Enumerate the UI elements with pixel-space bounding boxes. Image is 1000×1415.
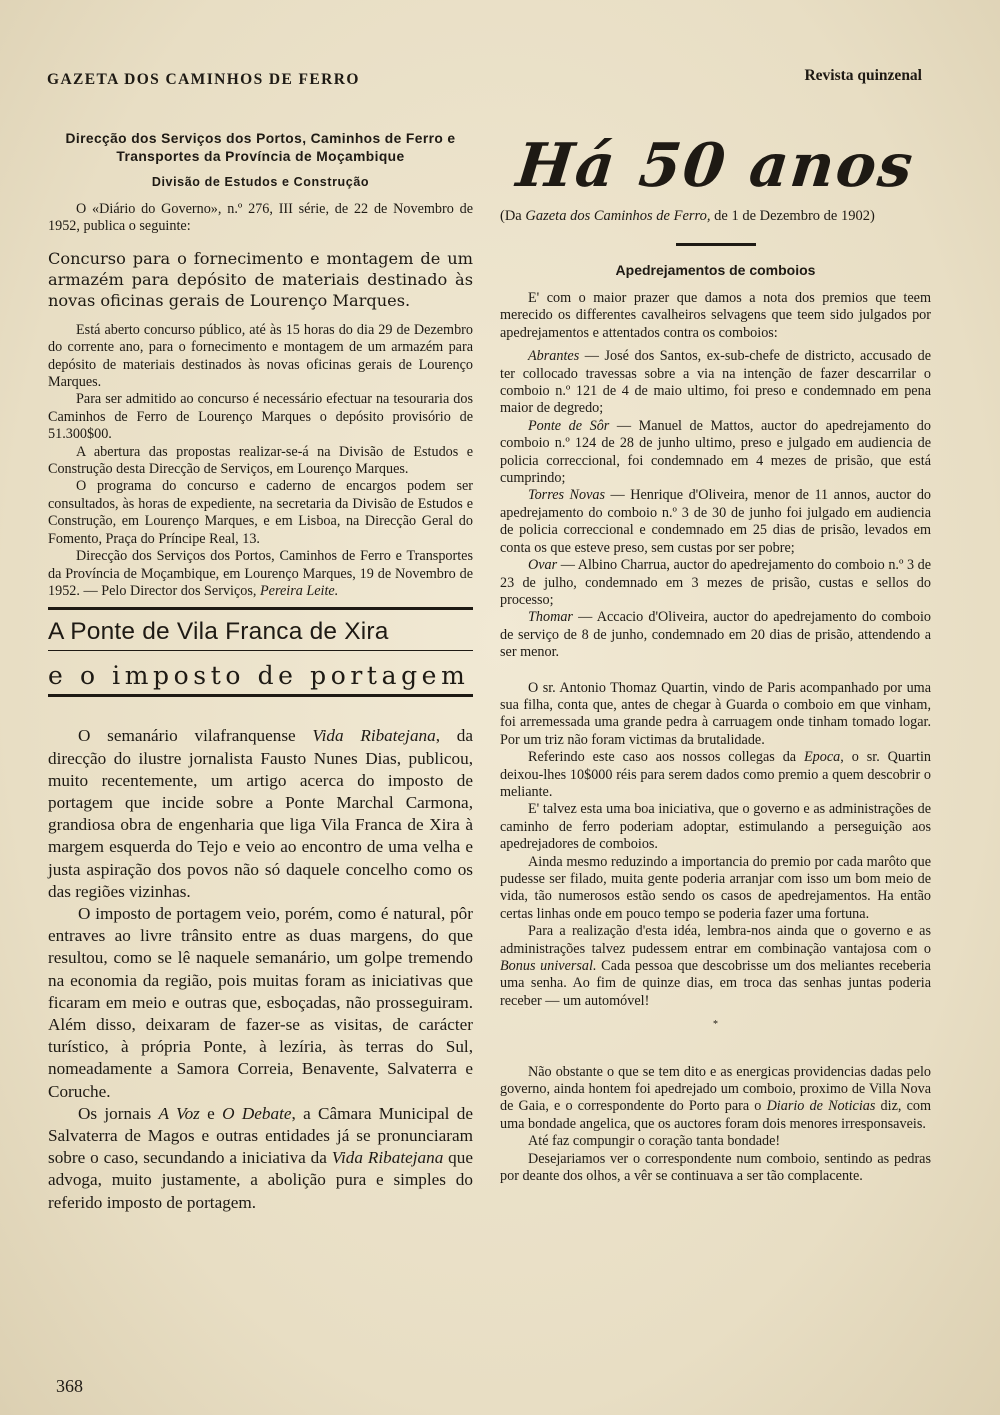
- magazine-header-subtitle: Revista quinzenal: [804, 67, 922, 84]
- text-run: (Da: [500, 208, 526, 224]
- case-location: Thomar: [528, 609, 573, 626]
- text-run: Cada pessoa que descobrisse um dos meliantes receberia uma senha. Ao fim de quinze dias, em troca das senhas juntas poderia receber — um automóvel!: [500, 958, 931, 1009]
- case-location: Ponte de Sôr: [528, 417, 610, 434]
- text-run: Referindo este caso aos nossos collegas da: [528, 749, 805, 766]
- apedrejamentos-heading: Apedrejamentos de comboios: [615, 262, 816, 278]
- case-entry: [500, 609, 931, 661]
- article-paragraph: [500, 749, 931, 801]
- text-run: , da direcção do ilustre jornalista Fausto Nunes Dias, publicou, muito recentemente, um artigo acerca do imposto de portagem que incide sobre a Ponte Marchal Carmona, grandiosa obra de engenharia que liga Vila Franca de Xira à margem esquerda do Tejo e veio ao encontro de uma velha e justa aspiração dos povos não só daquele concelho como os das regiões vizinhas.: [48, 726, 473, 901]
- notice-body: [48, 322, 473, 601]
- case-text: — Manuel de Mattos, auctor do apedrejamento do comboio n.º 124 de 28 de junho ultimo, preso e julgado em audiencia de policia correccional, foi condemnado em 4 mezes de prisão, que está cumprindo;: [500, 417, 931, 487]
- case-text: — José dos Santos, ex-sub-chefe de districto, accusado de ter collocado travessas sobre a via na intenção de fazer descarrilar o comboio n.º 121 de 4 de maio ultimo, foi preso e condemnado em pena maior de degredo;: [500, 348, 931, 417]
- magazine-header-title: GAZETA DOS CAMINHOS DE FERRO: [47, 71, 360, 88]
- case-entry: [500, 418, 931, 488]
- notice-signature: [48, 548, 473, 600]
- divisao-heading: Divisão de Estudos e Construção: [151, 175, 370, 189]
- notice-intro-text: O «Diário do Governo», n.º 276, III série, de 22 de Novembro de 1952, publica o seguinte:: [48, 201, 473, 235]
- case-location: Abrantes: [528, 348, 580, 365]
- case-entry: [500, 557, 931, 609]
- case-entry: [500, 487, 931, 557]
- case-entry: [500, 348, 931, 418]
- text-run: e: [199, 1103, 223, 1123]
- text-run: diz, com uma bondade angelica, que os auctores foram dois menores irresponsaveis.: [500, 1098, 931, 1132]
- notice-paragraph: O programa do concurso e caderno de encargos podem ser consultados, às horas de expediente, na secretaria da Divisão de Estudos e Construção, em Lourenço Marques, e em Lisboa, na Direcção Geral do Fomento, Praça do Príncipe Real, 13.: [48, 478, 473, 547]
- article-paragraph: O imposto de portagem veio, porém, como é natural, pôr entraves ao livre trânsito entre as duas margens, do que resultou, como se lê naquele semanário, um golpe tremendo na economia da região, pois muitas foram as iniciativas que ficaram em meio e outras que, esboçadas, não prosseguiram. Além disso, deixaram de fazer-se as visitas, de carácter turístico, à própria Ponte, à lezíria, às terras do Sul, nomeadamente a Samora Correia, Benavente, Salvaterra e Coruche.: [48, 903, 473, 1101]
- case-location: Torres Novas: [528, 487, 606, 504]
- right-column: [500, 130, 931, 1186]
- text-run: Os jornais: [78, 1103, 159, 1123]
- case-location: Ovar: [528, 557, 558, 574]
- signature-text: Direcção dos Serviços dos Portos, Caminhos de Ferro e Transportes da Província de Moçambique, em Lourenço Marques, 19 de Novembro de 1952. — Pelo Director dos Serviços,: [48, 548, 473, 599]
- publication-name: Diario de Noticias: [766, 1098, 876, 1115]
- page-number: 368: [56, 1376, 83, 1396]
- publication-name: Bonus universal.: [500, 958, 597, 975]
- article-paragraph: O sr. Antonio Thomaz Quartin, vindo de Paris acompanhado por uma sua filha, conta que, antes de chegar à Guarda o comboio em que vinham, foi arremessada uma grande pedra à carruagem onde tinham tomado logar. Por um triz não foram victimas da brutalidade.: [500, 679, 931, 748]
- text-run: Para a realização d'esta idéa, lembra-nos ainda que o governo e as administrações talvez pudessem entrar em combinação vantajosa com o: [500, 923, 931, 957]
- concurso-title: Concurso para o fornecimento e montagem de um armazém para depósito de materiais destinado às novas oficinas gerais de Lourenço Marques.: [48, 248, 473, 310]
- case-text: — Henrique d'Oliveira, menor de 11 annos, auctor do apedrejamento do comboio n.º 3 de 30 de junho foi julgado em audiencia de policia correccional e condemnado em 25 dias de prisão, levados em conta os que esteve preso, sem custas por ser pobre;: [500, 487, 932, 556]
- direccao-heading: Direcção dos Serviços dos Portos, Caminhos de Ferro e Transportes da Província de Moçambique: [65, 131, 456, 164]
- case-text: — Accacio d'Oliveira, auctor do apedrejamento do comboio de serviço de 8 de junho, condemnado em 20 dias de prisão, attendendo a ser menor.: [500, 609, 931, 661]
- publication-name: Epoca: [804, 749, 841, 766]
- article-paragraph: [48, 725, 473, 903]
- source-note: [500, 208, 931, 225]
- notice-paragraph: A abertura das propostas realizar-se-á na Divisão de Estudos e Construção desta Direcção de Serviços, em Lourenço Marques.: [48, 443, 473, 478]
- text-run: de 1 de Dezembro de 1902): [710, 208, 875, 224]
- apedrejamentos-body: [500, 290, 931, 1186]
- divider-rule: [48, 607, 473, 610]
- text-run: , a Câmara Municipal de Salvaterra de Magos e outras entidades já se pronunciaram sobre o caso, secundando a iniciativa da: [48, 1103, 473, 1168]
- text-run: que advoga, muito justamente, a abolição pura e simples do referido imposto de portagem.: [48, 1148, 473, 1212]
- ponte-article-body: [48, 725, 473, 1213]
- text-run: Não obstante o que se tem dito e as energicas providencias dadas pelo governo, ainda hontem foi apedrejado um comboio, proximo de Villa Nova de Gaia, e o correspondente do Porto para o: [500, 1063, 931, 1115]
- publication-name: Gazeta dos Caminhos de Ferro,: [525, 208, 711, 224]
- publication-name: A Voz: [158, 1103, 200, 1123]
- publication-name: Vida Ribatejana: [331, 1148, 444, 1168]
- notice-intro: [48, 201, 473, 236]
- text-run: O semanário vilafranquense: [78, 726, 313, 746]
- article-paragraph: E' com o maior prazer que damos a nota dos premios que teem merecido os differentes cavalheiros selvagens que teem sido julgados por apedrejamentos e attentados contra os comboios:: [500, 290, 931, 341]
- notice-paragraph: Está aberto concurso público, até às 15 horas do dia 29 de Dezembro do corrente ano, para o fornecimento e montagem de um armazém para depósito de materiais destinados às novas oficinas gerais de Lourenço Marques.: [48, 321, 473, 391]
- publication-name: O Debate: [222, 1103, 292, 1123]
- case-text: — Albino Charrua, auctor do apedrejamento do comboio n.º 3 de 23 de julho, condemnado em 3 mezes de prisão, custas e sellos do processo;: [500, 557, 931, 608]
- signature-name: Pereira Leite.: [260, 582, 339, 599]
- left-column: [48, 130, 473, 1214]
- ha-50-anos-title: Há 50 anos: [513, 131, 918, 201]
- section-separator-star: *: [713, 1019, 718, 1031]
- divider-rule: [48, 694, 473, 697]
- publication-name: Vida Ribatejana: [312, 726, 436, 746]
- article-paragraph: Desejariamos ver o correspondente num comboio, sentindo as pedras por deante dos olhos, a vêr se continuava a ser tão complacente.: [500, 1150, 931, 1185]
- ponte-title-line2: e o imposto de portagem: [48, 661, 470, 691]
- article-paragraph: Até faz compungir o coração tanta bondade!: [528, 1133, 781, 1150]
- ponte-title-line1: A Ponte de Vila Franca de Xira: [48, 618, 389, 646]
- article-paragraph: [48, 1103, 473, 1214]
- article-paragraph: Ainda mesmo reduzindo a importancia do premio por cada marôto que pudesse ser filado, muita gente poderia arranjar com isso um bom meio de vida, tão numerosos estão sendo os casos de apedrejamentos. Ha então certas linhas onde em pouco tempo se poderia fazer uma fortuna.: [500, 853, 931, 922]
- article-paragraph: [500, 1064, 931, 1134]
- divider-rule: [48, 650, 473, 651]
- notice-paragraph: Para ser admitido ao concurso é necessário efectuar na tesouraria dos Caminhos de Ferro de Lourenço Marques o depósito provisório de 51.300$00.: [48, 391, 473, 443]
- short-divider: [676, 243, 756, 246]
- article-paragraph: E' talvez esta uma boa iniciativa, que o governo e as administrações de caminho de ferro poderiam adoptar, estimulando a perseguição aos apedrejadores de comboios.: [500, 801, 931, 853]
- article-paragraph: [500, 923, 931, 1010]
- text-run: , o sr. Quartin deixou-lhes 10$000 réis para serem dados como premio a quem descobrir o meliante.: [500, 749, 931, 800]
